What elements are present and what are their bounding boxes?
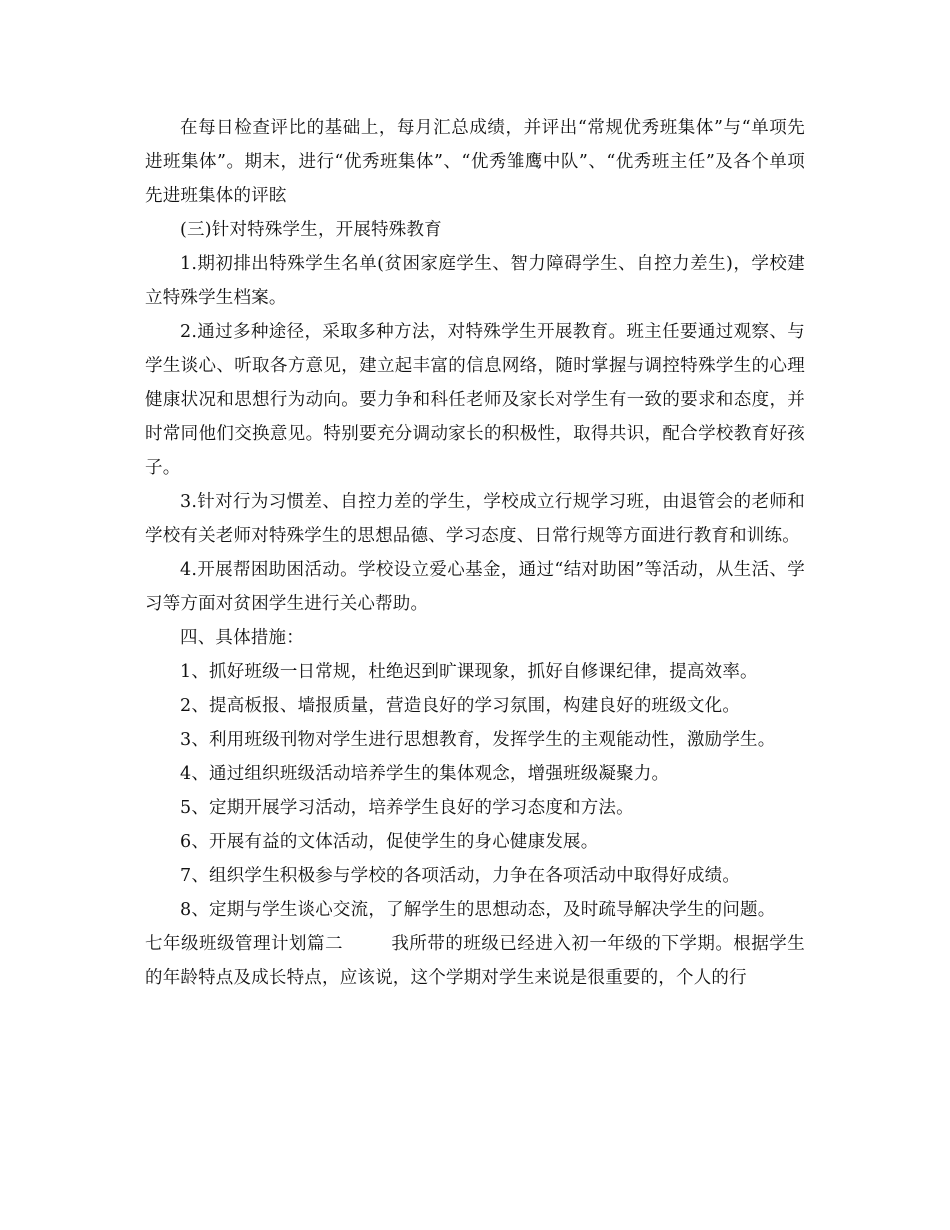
measure-item-6: 6、开展有益的文体活动，促使学生的身心健康发展。 bbox=[180, 832, 599, 852]
paragraph-item-1: 1.期初排出特殊学生名单(贫困家庭学生、智力障碍学生、自控力差生)，学校建立特殊学生档案。 bbox=[145, 254, 805, 308]
document-page bbox=[145, 111, 805, 995]
paragraph-item-2: 2.通过多种途径，采取多种方法，对特殊学生开展教育。班主任要通过观察、与学生谈心、听取各方意见，建立起丰富的信息网络，随时掌握与调控特殊学生的心理健康状况和思想行为动向。要力争和科任老师及家长对学生有一致的要求和态度，并时常同他们交换意见。特别要充分调动家长的积极性，取得共识，配合学校教育好孩子。 bbox=[145, 322, 805, 478]
section-heading-measures: 四、具体措施： bbox=[180, 628, 304, 648]
measure-item-1: 1、抓好班级一日常规，杜绝迟到旷课现象，抓好自修课纪律，提高效率。 bbox=[180, 662, 758, 682]
paragraph-item-3: 3.针对行为习惯差、自控力差的学生，学校成立行规学习班，由退管会的老师和学校有关老师对特殊学生的思想品德、学习态度、日常行规等方面进行教育和训练。 bbox=[145, 492, 805, 546]
paragraph-evaluation: 在每日检查评比的基础上，每月汇总成绩，并评出“常规优秀班集体”与“单项先进班集体”。期末，进行“优秀班集体”、“优秀雏鹰中队”、“优秀班主任”及各个单项先进班集体的评眩 bbox=[145, 118, 805, 206]
paragraph-plan-part-two: 七年级班级管理计划篇二 我所带的班级已经进入初一年级的下学期。根据学生的年龄特点及成长特点，应该说，这个学期对学生来说是很重要的，个人的行 bbox=[145, 934, 805, 988]
measure-item-5: 5、定期开展学习活动，培养学生良好的学习态度和方法。 bbox=[180, 798, 634, 818]
paragraph-item-4: 4.开展帮困助困活动。学校设立爱心基金，通过“结对助困”等活动，从生活、学习等方面对贫困学生进行关心帮助。 bbox=[145, 560, 805, 614]
section-heading-special-students: (三)针对特殊学生，开展特殊教育 bbox=[180, 220, 442, 240]
measure-item-2: 2、提高板报、墙报质量，营造良好的学习氛围，构建良好的班级文化。 bbox=[180, 696, 741, 716]
measure-item-3: 3、利用班级刊物对学生进行思想教育，发挥学生的主观能动性，激励学生。 bbox=[180, 730, 776, 750]
measure-item-7: 7、组织学生积极参与学校的各项活动，力争在各项活动中取得好成绩。 bbox=[180, 866, 741, 886]
measure-item-8: 8、定期与学生谈心交流，了解学生的思想动态，及时疏导解决学生的问题。 bbox=[180, 900, 776, 920]
measure-item-4: 4、通过组织班级活动培养学生的集体观念，增强班级凝聚力。 bbox=[180, 764, 670, 784]
